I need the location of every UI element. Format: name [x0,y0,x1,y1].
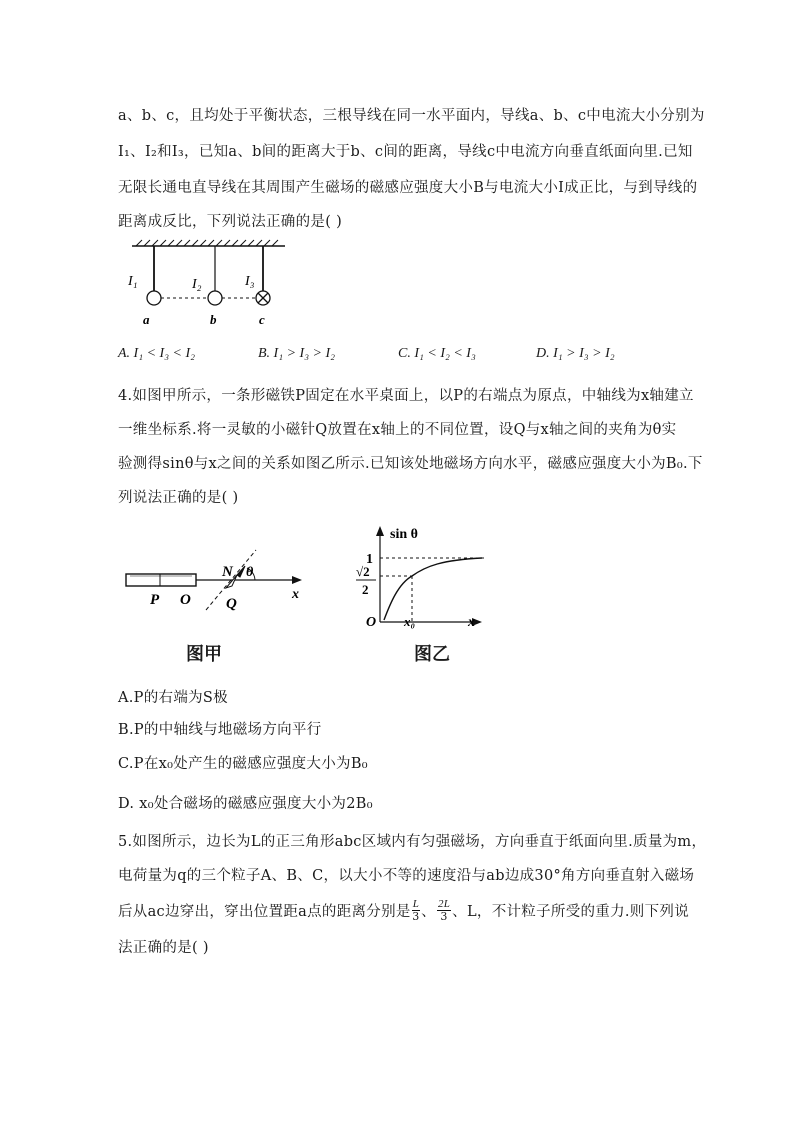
label-q: Q [226,596,237,612]
q4-line-1: 4.如图甲所示，一条形磁铁P固定在水平桌面上，以P的右端点为原点，中轴线为x轴建立 [118,388,694,404]
label-p: P [150,592,160,608]
q5-line-3-post: 、L，不计粒子所受的重力.则下列说 [452,904,690,920]
label-o-jia: O [180,592,191,608]
label-o-yi: O [366,615,377,630]
q4-option-c[interactable]: C.P在x₀处产生的磁感应强度大小为B₀ [118,756,368,772]
label-n: N [222,564,233,580]
label-x-jia: x [292,587,299,602]
q4-option-d[interactable]: D. x₀处合磁场的磁感应强度大小为2B₀ [118,796,373,812]
q3-line-4: 距离成反比，下列说法正确的是( ) [118,214,343,230]
label-one: 1 [366,552,373,567]
q4-line-3: 验测得sinθ与x之间的关系如图乙所示.已知该处地磁场方向水平，磁感应强度大小为B₀.下 [118,456,703,472]
q5-line-4: 法正确的是( ) [118,940,209,956]
figure-yi [352,524,492,628]
q3-option-c[interactable]: C. I₁ < I₂ < I₃ [398,346,476,361]
fraction-l-over-3 [412,898,420,923]
label-sin-theta: sin θ [390,527,418,542]
label-x0: x₀ [404,614,416,629]
label-c: c [259,312,265,327]
q3-line-2: I₁、I₂和I₃，已知a、b间的距离大于b、c间的距离，导线c中电流方向垂直纸面向里.已知 [118,144,693,160]
figure-jia [122,548,312,618]
sin-theta-curve [384,558,482,620]
q5-line-1: 5.如图所示，边长为L的正三角形abc区域内有匀强磁场，方向垂直于纸面向里.质量为m， [118,834,707,850]
label-i3: I₃ [245,274,255,289]
label-b: b [210,312,217,327]
q4-option-b[interactable]: B.P的中轴线与地磁场方向平行 [118,722,322,738]
q3-line-3: 无限长通电直导线在其周围产生磁场的磁感应强度大小B与电流大小I成正比，与到导线的 [118,180,698,196]
q3-wires-figure [120,240,290,330]
frac2-num: 2L [437,898,451,910]
q5-line-2: 电荷量为q的三个粒子A、B、C，以大小不等的速度沿与ab边成30°角方向垂直射入磁场 [118,868,695,884]
frac1-num: L [412,898,420,910]
q3-option-a[interactable]: A. I₁ < I₃ < I₂ [118,346,196,361]
label-a: a [143,312,150,327]
q3-line-1: a、b、c，且均处于平衡状态，三根导线在同一水平面内，导线a、b、c中电流大小分别为 [118,108,705,124]
caption-jia: 图甲 [186,644,222,665]
q3-option-d[interactable]: D. I₁ > I₃ > I₂ [536,346,615,361]
fraction-2l-over-3 [437,898,451,923]
frac2-den: 3 [440,910,448,923]
label-x-yi: x [468,615,475,630]
q4-line-2: 一维坐标系.将一灵敏的小磁针Q放置在x轴上的不同位置，设Q与x轴之间的夹角为θ实 [118,422,677,438]
q4-option-a[interactable]: A.P的右端为S极 [118,690,228,706]
q3-option-b[interactable]: B. I₁ > I₃ > I₂ [258,346,336,361]
wire-a [147,291,161,305]
label-sqrt2: √2 [356,564,370,579]
q5-line-3-pre: 后从ac边穿出，穿出位置距a点的距离分别是 [118,904,411,920]
wire-b [208,291,222,305]
q5-line-3 [118,898,689,923]
label-theta: θ [246,565,254,580]
fraction-sep: 、 [421,904,436,920]
label-i2: I₂ [192,277,202,292]
caption-yi: 图乙 [414,644,450,665]
q4-line-4: 列说法正确的是( ) [118,490,239,506]
frac1-den: 3 [412,910,420,923]
label-two: 2 [362,582,369,597]
label-i1: I₁ [128,274,138,289]
